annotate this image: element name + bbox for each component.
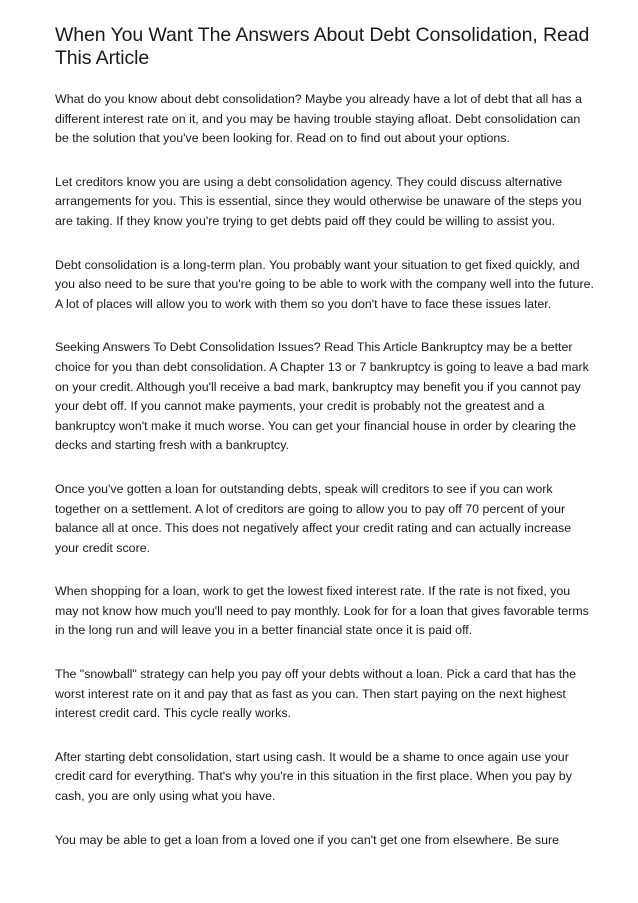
paragraph-8: After starting debt consolidation, start using cash. It would be a shame to once again use your credit card for everything. That's why you're in this situation in the first place. When you pay by cash, you are only using what you have. [55, 749, 572, 804]
paragraph-2: Let creditors know you are using a debt consolidation agency. They could discuss alternative arrangements for you. This is essential, since they would otherwise be unaware of the steps you are taking. If they know you're trying to get debts paid off they could be willing to assist you. [55, 174, 582, 228]
paragraph-5: Once you've gotten a loan for outstanding debts, speak will creditors to see if you can work together on a settlement. A lot of creditors are going to allow you to pay off 70 percent of your balance all at once. This does not negatively affect your credit rating and can actually increase your credit score. [55, 481, 572, 555]
document-page [55, 24, 595, 874]
paragraph-9: You may be able to get a loan from a loved one if you can't get one from elsewhere. Be sure [55, 832, 560, 847]
paragraph-7: The "snowball" strategy can help you pay off your debts without a loan. Pick a card that has the worst interest rate on it and pay that as fast as you can. Then start paying on the next highest interest credit card. This cycle really works. [55, 667, 577, 721]
article-body [55, 90, 595, 850]
paragraph-3: Debt consolidation is a long-term plan. You probably want your situation to get fixed quickly, and you also need to be sure that you're going to be able to work with the company well into the future. A lot of places will allow you to work with them so you don't have to face these issues later. [55, 257, 594, 311]
paragraph-4: Seeking Answers To Debt Consolidation Issues? Read This Article Bankruptcy may be a better choice for you than debt consolidation. A Chapter 13 or 7 bankruptcy is going to leave a bad mark on your credit. Although you'll receive a bad mark, bankruptcy may benefit you if you cannot pay your debt off. If you cannot make payments, your credit is probably not the greatest and a bankruptcy won't make it much worse. You can get your financial house in order by clearing the decks and starting fresh with a bankruptcy. [55, 340, 589, 453]
paragraph-1: What do you know about debt consolidation? Maybe you already have a lot of debt that all has a different interest rate on it, and you may be having trouble staying afloat. Debt consolidation can be the solution that you've been looking for. Read on to find out about your options. [55, 92, 582, 146]
article-title: When You Want The Answers About Debt Consolidation, Read This Article [55, 24, 590, 69]
paragraph-6: When shopping for a loan, work to get the lowest fixed interest rate. If the rate is not fixed, you may not know how much you'll need to pay monthly. Look for for a loan that gives favorable terms in the long run and will leave you in a better financial state once it is paid off. [55, 584, 589, 638]
